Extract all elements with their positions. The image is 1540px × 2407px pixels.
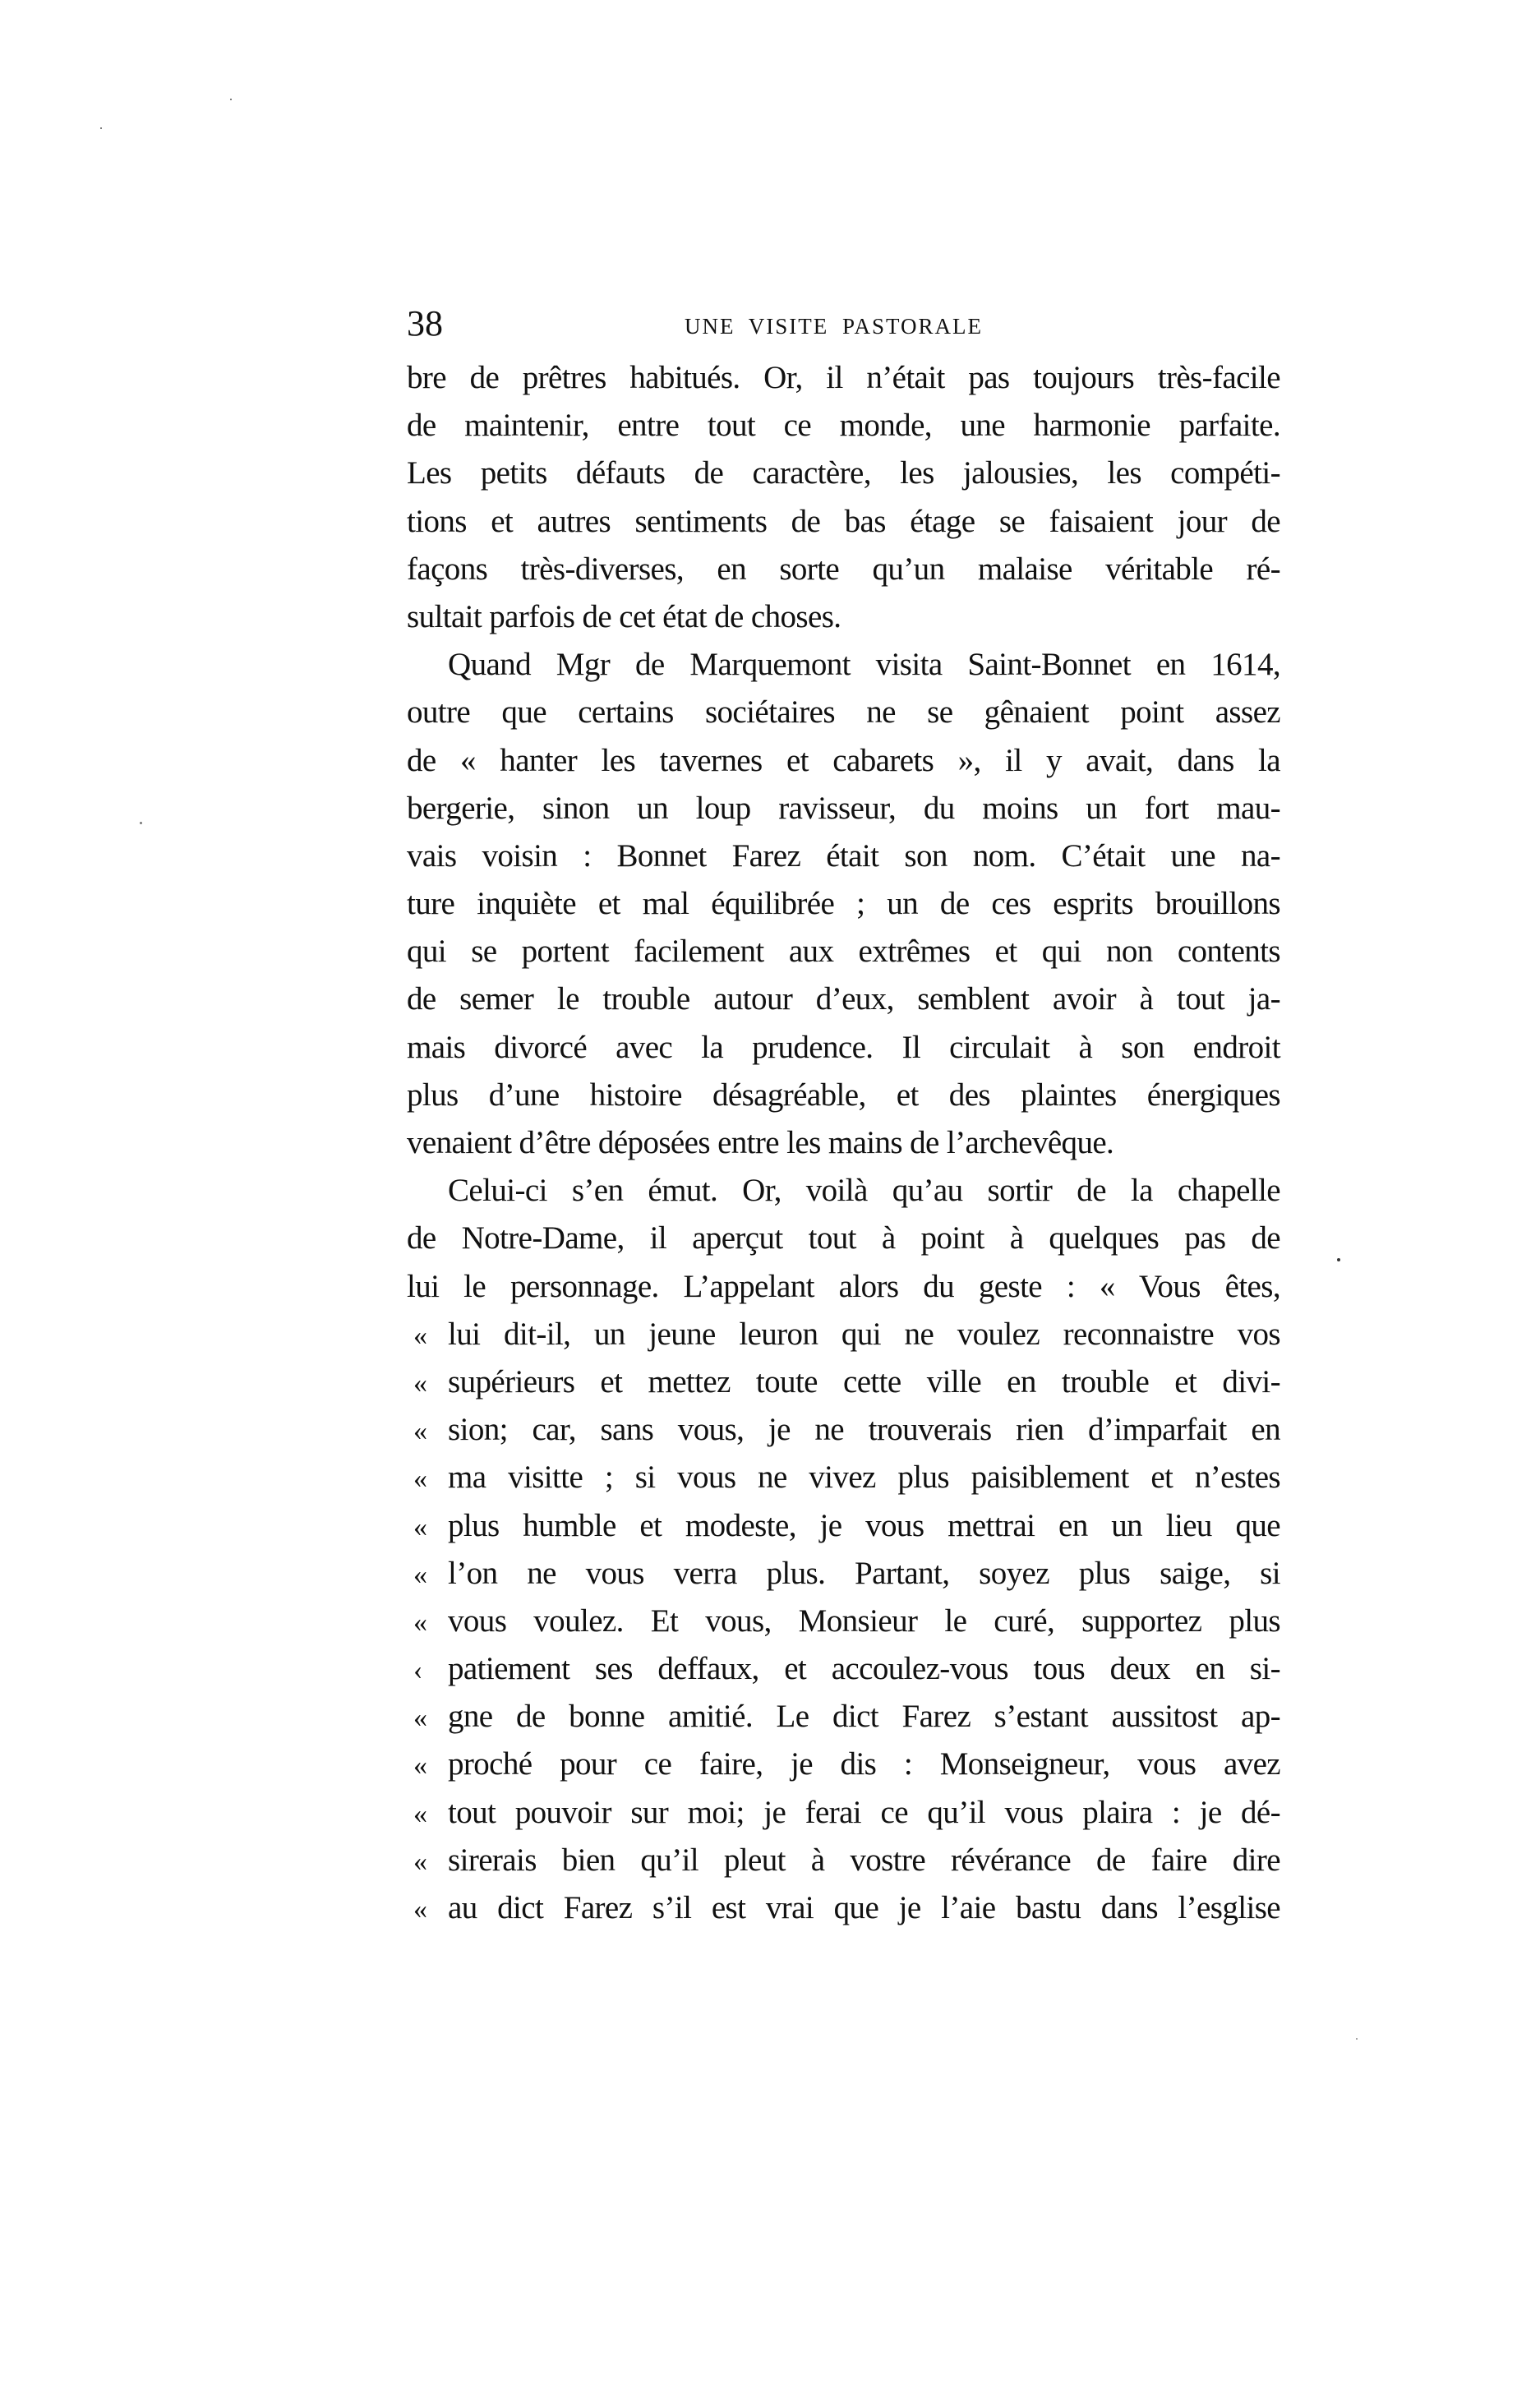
text-line [407, 498, 1280, 546]
line-text: bergerie, sinon un loup ravisseur, du moins un fort mau- [407, 790, 1280, 826]
quoted-text-line [407, 1741, 1280, 1788]
running-head [407, 303, 1280, 347]
text-line [407, 928, 1280, 975]
page-number: 38 [407, 303, 443, 344]
line-text: vous voulez. Et vous, Monsieur le curé, supportez plus [448, 1602, 1280, 1639]
guillemet-mark: « [413, 1798, 427, 1829]
text-line [407, 880, 1280, 928]
guillemet-mark: « [413, 1607, 427, 1638]
quoted-text-line [407, 1311, 1280, 1358]
line-text: outre que certains sociétaires ne se gênaient point assez [407, 694, 1280, 731]
line-text: plus d’une histoire désagréable, et des plaintes énergiques [407, 1077, 1280, 1113]
quoted-text-line [407, 1837, 1280, 1884]
line-text: Quand Mgr de Marquemont visita Saint-Bonnet en 1614, [448, 647, 1280, 683]
quoted-text-line [407, 1454, 1280, 1501]
guillemet-mark: ‹ [413, 1655, 422, 1686]
line-text: façons très-diverses, en sorte qu’un malaise véritable ré- [407, 551, 1280, 587]
quoted-text-line [407, 1550, 1280, 1598]
line-text: de semer le trouble autour d’eux, semblent avoir à tout ja- [407, 981, 1280, 1017]
line-text: patiement ses deffaux, et accoulez-vous tous deux en si- [448, 1651, 1280, 1687]
text-line [407, 1072, 1280, 1119]
text-line [407, 546, 1280, 593]
quoted-text-line [407, 1598, 1280, 1645]
line-text: proché pour ce faire, je dis : Monseigneur, vous avez [448, 1746, 1280, 1782]
text-line [407, 450, 1280, 497]
line-text: l’on ne vous verra plus. Partant, soyez plus saige, si [448, 1555, 1280, 1591]
guillemet-mark: « [413, 1464, 427, 1495]
line-text: tions et autres sentiments de bas étage se faisaient jour de [407, 503, 1280, 539]
line-text: qui se portent facilement aux extrêmes et qui non contents [407, 934, 1280, 970]
line-text: au dict Farez s’il est vrai que je l’aie bastu dans l’esglise [448, 1890, 1280, 1925]
quoted-text-line [407, 1789, 1280, 1837]
text-line [407, 975, 1280, 1023]
line-text: Les petits défauts de caractère, les jalousies, les compéti- [407, 455, 1280, 491]
text-line [407, 402, 1280, 450]
text-line [407, 1167, 1280, 1215]
scan-speck [140, 822, 142, 824]
text-line [407, 1263, 1280, 1311]
text-line [407, 832, 1280, 880]
line-text: gne de bonne amitié. Le dict Farez s’estant aussitost ap- [448, 1699, 1280, 1735]
text-line: venaient d’être déposées entre les mains de l’archevêque. [407, 1125, 1114, 1160]
line-text: mais divorcé avec la prudence. Il circulait à son endroit [407, 1029, 1280, 1065]
text-line [407, 641, 1280, 689]
text-line [407, 737, 1280, 785]
quoted-text-line [407, 1884, 1280, 1932]
guillemet-mark: « [413, 1559, 427, 1590]
line-text: ture inquiète et mal équilibrée ; un de ces esprits brouillons [407, 886, 1280, 922]
body-text [407, 354, 1280, 1932]
guillemet-mark: « [413, 1894, 427, 1925]
text-line [407, 689, 1280, 736]
line-text: supérieurs et mettez toute cette ville en trouble et divi- [448, 1363, 1280, 1399]
guillemet-mark: « [413, 1846, 427, 1877]
line-text: vais voisin : Bonnet Farez était son nom. C’était une na- [407, 837, 1280, 874]
line-text: tout pouvoir sur moi; je ferai ce qu’il vous plaira : je dé- [448, 1794, 1280, 1830]
line-text: de « hanter les tavernes et cabarets », il y avait, dans la [407, 742, 1280, 778]
text-line: sultait parfois de cet état de choses. [407, 598, 841, 634]
quoted-text-line [407, 1645, 1280, 1693]
guillemet-mark: « [413, 1511, 427, 1542]
quoted-text-line [407, 1693, 1280, 1741]
quoted-text-line [407, 1358, 1280, 1406]
line-text: bre de prêtres habitués. Or, il n’était pas toujours très-facile [407, 360, 1280, 395]
line-text: Celui-ci s’en émut. Or, voilà qu’au sortir de la chapelle [448, 1173, 1280, 1209]
quoted-text-line [407, 1406, 1280, 1454]
text-line [407, 785, 1280, 832]
scan-speck [1337, 1258, 1340, 1261]
quoted-text-line [407, 1502, 1280, 1550]
line-text: lui dit-il, un jeune leuron qui ne voulez reconnaistre vos [448, 1316, 1280, 1352]
text-line [407, 1024, 1280, 1072]
line-text: de maintenir, entre tout ce monde, une harmonie parfaite. [407, 408, 1280, 444]
text-line [407, 1215, 1280, 1262]
guillemet-mark: « [413, 1367, 427, 1399]
guillemet-mark: « [413, 1320, 427, 1351]
guillemet-mark: « [413, 1703, 427, 1734]
scan-speck [230, 99, 232, 100]
running-title: UNE VISITE PASTORALE [685, 314, 984, 339]
guillemet-mark: « [413, 1750, 427, 1782]
line-text: de Notre-Dame, il aperçut tout à point à quelques pas de [407, 1220, 1280, 1257]
scan-speck [1356, 2038, 1358, 2040]
text-line [407, 354, 1280, 402]
line-text: plus humble et modeste, je vous mettrai en un lieu que [448, 1507, 1280, 1543]
scan-speck [100, 127, 102, 129]
line-text: sirerais bien qu’il pleut à vostre révérance de faire dire [448, 1842, 1280, 1878]
line-text: ma visitte ; si vous ne vivez plus paisiblement et n’estes [448, 1459, 1280, 1496]
line-text: lui le personnage. L’appelant alors du geste : « Vous êtes, [407, 1268, 1280, 1304]
line-text: sion; car, sans vous, je ne trouverais rien d’imparfait en [448, 1412, 1280, 1448]
guillemet-mark: « [413, 1416, 427, 1447]
